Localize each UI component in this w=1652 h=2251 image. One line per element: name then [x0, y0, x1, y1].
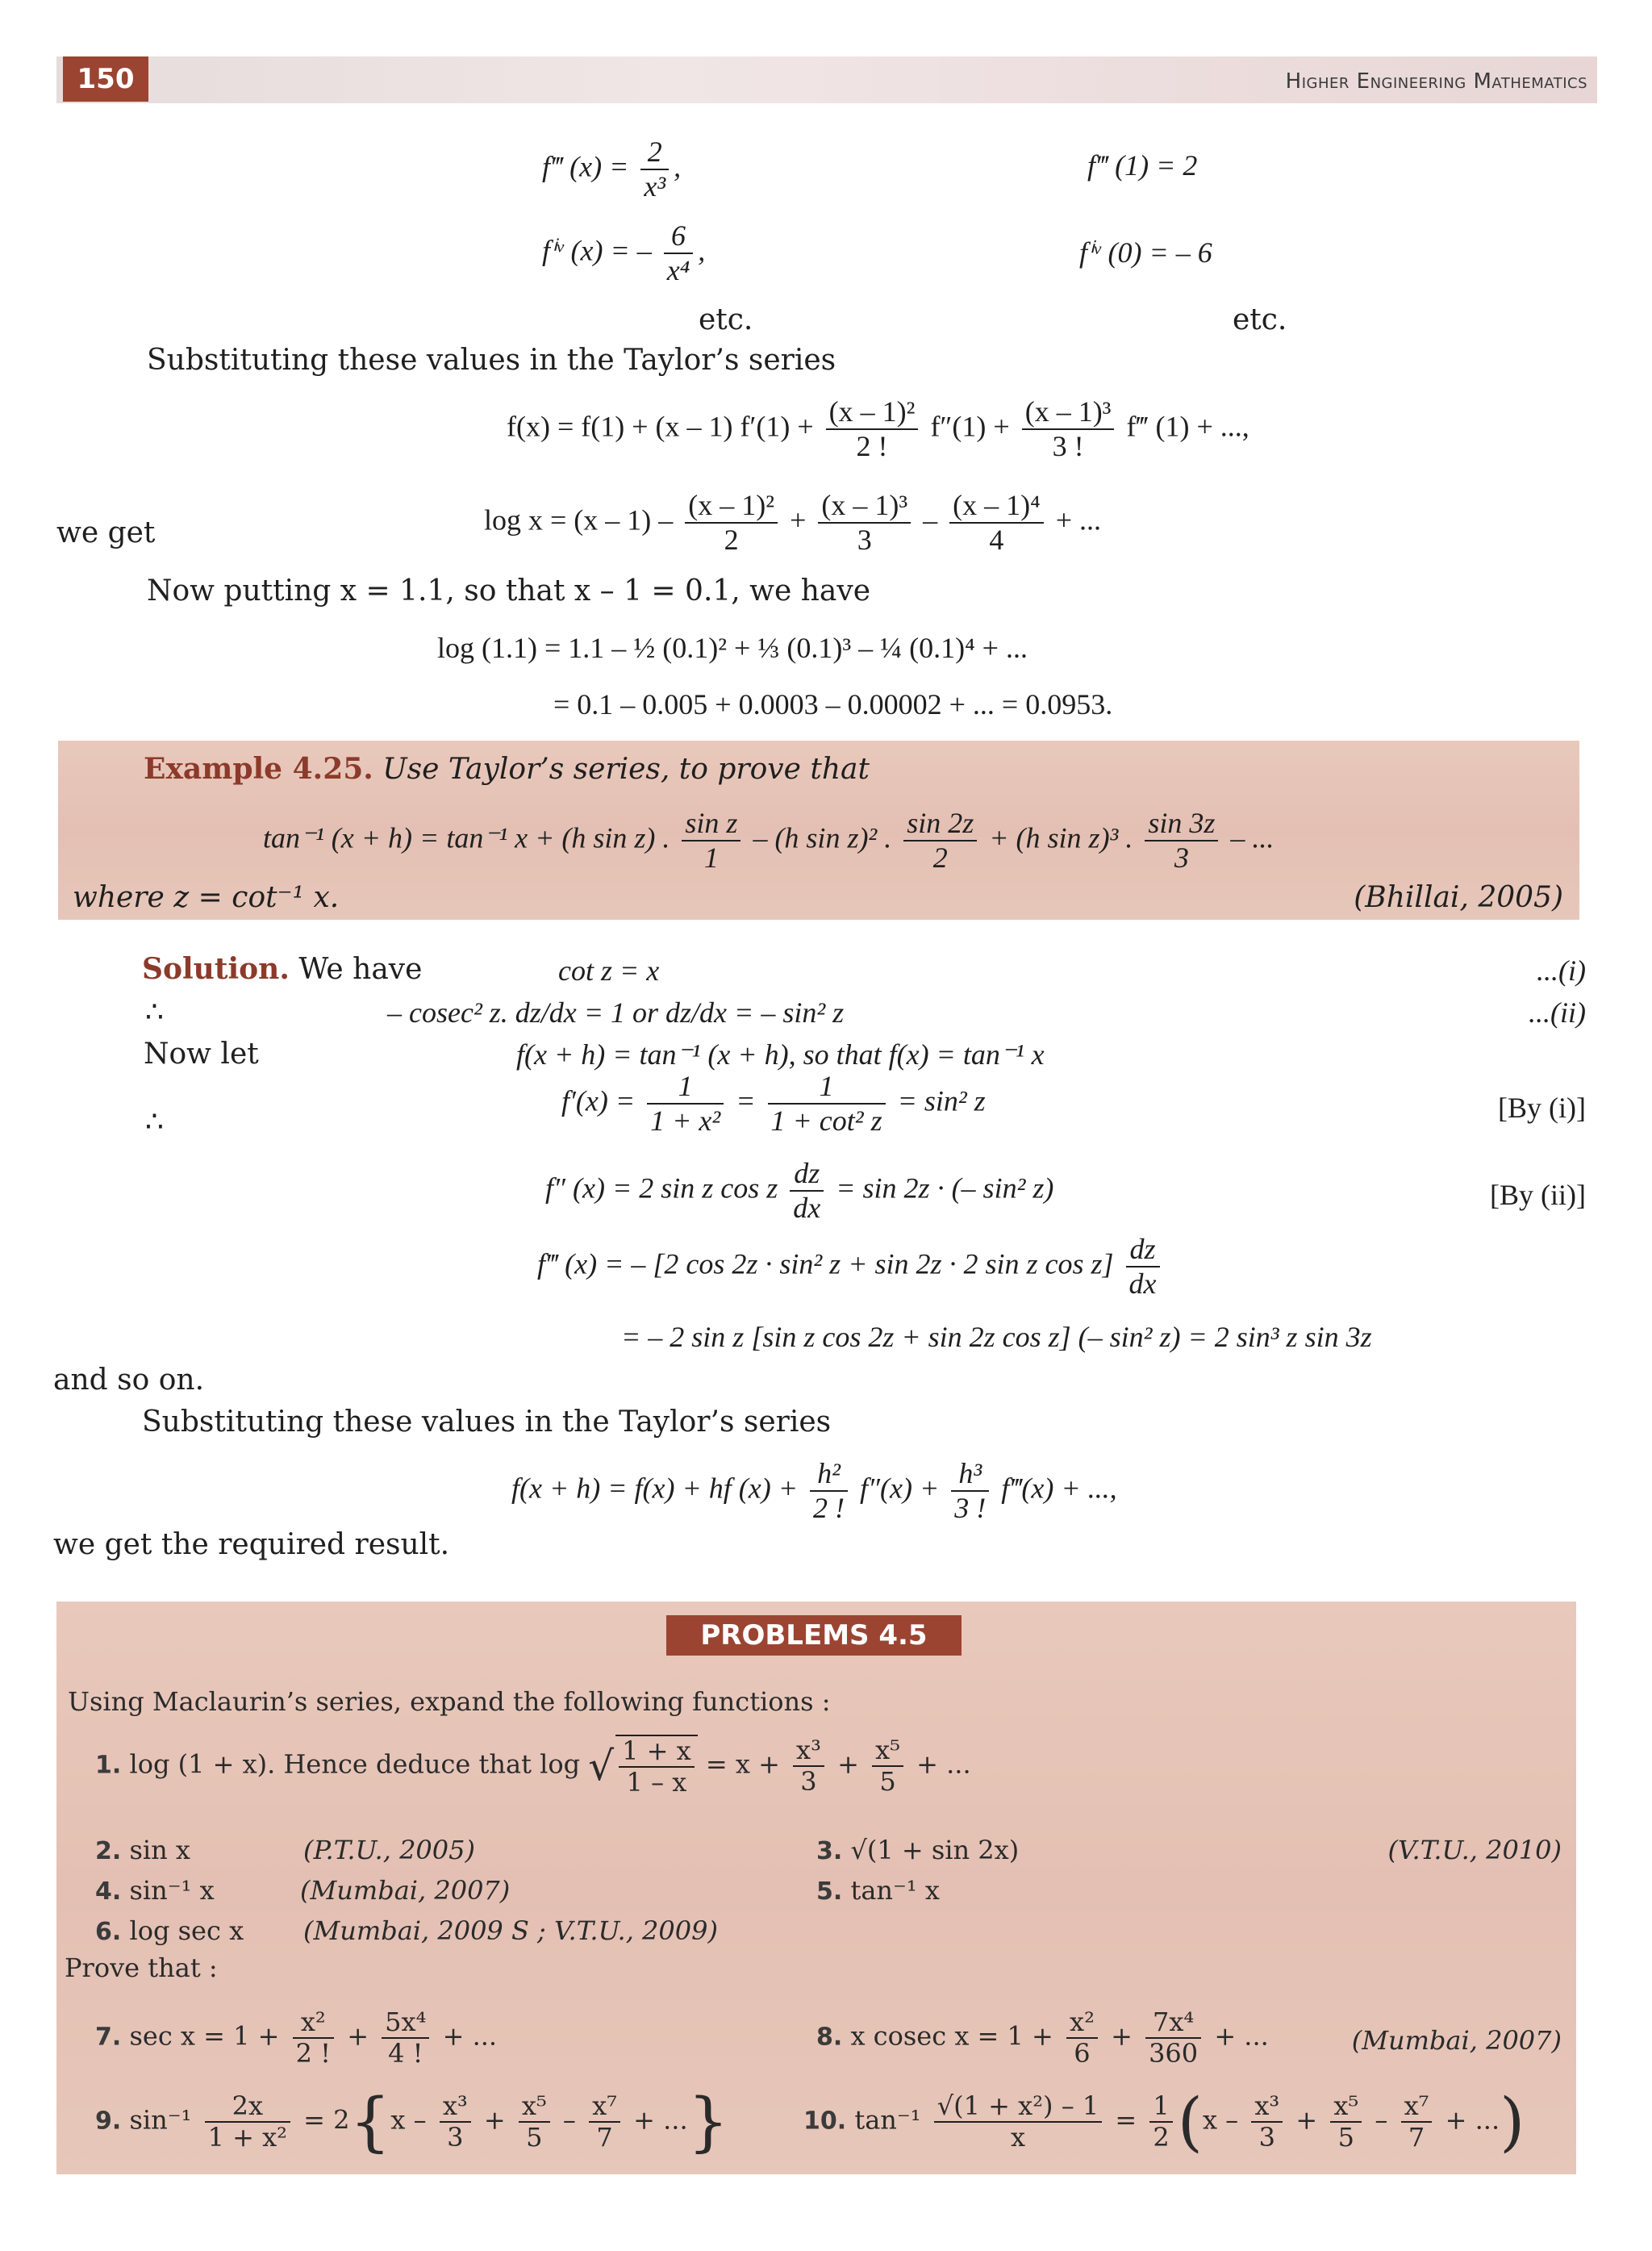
solution-heading: Solution. We have — [142, 952, 423, 986]
problem-7: 7. sec x = 1 + $\frac{\text{x²}}{2 !}$ + $\frac{\text{5x⁴}}{4 !}$ + ... — [95, 2007, 498, 2069]
problem-8: 8. x cosec x = 1 + $\frac{\text{x²}}{6}$ + $\frac{\text{7x⁴}}{360}$ + ... — [816, 2007, 1269, 2069]
f4-equation: fⁱᵛ (x) = – $\frac{6}{\text{x⁴}}$ , — [542, 219, 706, 287]
example-label: Example 4.25. — [144, 752, 373, 786]
example-equation: tan⁻¹ (x + h) = tan⁻¹ x + (h sin z) . $\frac{\text{sin z}}{1}$ – (h sin z)² . $\frac{\sin 2z}{2}$ + (h sin z)³ . $\frac{\sin 3z}{3}$ – ... — [263, 807, 1274, 875]
example-heading — [144, 752, 870, 786]
f3-lhs: f‴ (x) = — [542, 150, 636, 183]
solution-eq3: f(x + h) = tan⁻¹ (x + h), so that f(x) = tan⁻¹ x — [516, 1038, 1045, 1071]
substituting-text-2: Substituting these values in the Taylor’s series — [142, 1405, 832, 1439]
tag-ii: ...(ii) — [1529, 996, 1586, 1029]
taylor-series-h-equation: f(x + h) = f(x) + hf (x) + $\frac{\text{h²}}{2 !}$ f″(x) + $\frac{\text{h³}}{3 !}$ f‴(x) + ..., — [511, 1457, 1117, 1525]
problems-title: PROBLEMS 4.5 — [666, 1615, 962, 1656]
and-so-on: and so on. — [53, 1364, 205, 1397]
problem-5: 5. tan⁻¹ x — [816, 1875, 940, 1906]
example-source: (Bhillai, 2005) — [1354, 881, 1563, 914]
we-get-label: we get — [56, 516, 156, 549]
problem-4: 4. sin⁻¹ x — [95, 1875, 215, 1906]
problem-4-source: (Mumbai, 2007) — [300, 1875, 511, 1906]
problem-8-source: (Mumbai, 2007) — [1351, 2025, 1562, 2056]
problem-3-source: (V.T.U., 2010) — [1387, 1835, 1562, 1865]
solution-eq2: – cosec² z. dz/dx = 1 or dz/dx = – sin² z — [387, 996, 845, 1029]
taylor-series-equation: f(x) = f(1) + (x – 1) f′(1) + $\frac{\text{(x – 1)²}}{2 !}$ f″(1) + $\frac{\text{(x – 1)³}}{3 !}$ f‴ (1) + ..., — [507, 395, 1249, 463]
now-putting-text: Now putting x = 1.1, so that x – 1 = 0.1, we have — [147, 574, 871, 608]
therefore-1: ∴ — [145, 996, 164, 1029]
f-double-prime-equation: f″ (x) = 2 sin z cos z $\frac{dz}{dx}$ = sin 2z · (– sin² z) — [545, 1157, 1054, 1225]
f3-fraction: $\frac{2}{\text{x³}}$ — [640, 136, 669, 204]
f4-fraction: $\frac{6}{\text{x⁴}}$ — [664, 219, 694, 288]
conclusion-text: we get the required result. — [53, 1528, 450, 1561]
f-prime-equation: f′(x) = $\frac{1}{\text{1 + x²}}$ = $\frac{1}{\text{1 + cot² z}}$ = sin² z — [561, 1070, 986, 1138]
problem-1: 1. log (1 + x). Hence deduce that log √ $\frac{1 + x}{1 - x}$ = x + $\frac{\text{x³}}{3}$ + $\frac{\text{x⁵}}{5}$ + ... — [95, 1735, 971, 1798]
by-i: [By (i)] — [1498, 1092, 1586, 1124]
etc-left: etc. — [699, 303, 753, 336]
problem-6-source: (Mumbai, 2009 S ; V.T.U., 2009) — [303, 1915, 718, 1946]
solution-label: Solution. — [142, 952, 290, 986]
solution-eq1: cot z = x — [558, 954, 660, 987]
problem-9: 9. sin⁻¹ $\frac{2x}{\text{1 + x²}}$ = 2{x – $\frac{\text{x³}}{3}$ + $\frac{\text{x⁵}}{5}$ – $\frac{\text{x⁷}}{7}$ + ...} — [95, 2084, 729, 2159]
example-statement: Use Taylor’s series, to prove that — [382, 753, 870, 786]
f4-value: fⁱᵛ (0) = – 6 — [1079, 236, 1212, 269]
log-series-equation: log x = (x – 1) – $\frac{\text{(x – 1)²}}{2}$ + $\frac{\text{(x – 1)³}}{3}$ – $\frac{\text{(x – 1)⁴}}{4}$ + ... — [484, 489, 1101, 557]
f3-equation: f‴ (x) = $\frac{2}{\text{x³}}$ , — [542, 136, 682, 203]
problem-2: 2. sin x — [95, 1835, 190, 1865]
prove-that-label: Prove that : — [65, 1952, 218, 1983]
etc-right: etc. — [1233, 303, 1287, 336]
f-triple-prime-equation: f‴ (x) = – [2 cos 2z · sin² z + sin 2z · 2 sin z cos z] $\frac{dz}{dx}$ — [537, 1233, 1165, 1301]
problems-intro: Using Maclaurin’s series, expand the following functions : — [68, 1686, 831, 1717]
problem-3: 3. √(1 + sin 2x) — [816, 1835, 1020, 1865]
example-where: where z = cot⁻¹ x. — [73, 881, 340, 914]
problem-10: 10. tan⁻¹ $\frac{\text{√(1 + x²) – 1}}{x}$ = $\frac{1}{2}$ (x – $\frac{\text{x³}}{3}$ + $\frac{\text{x⁵}}{5}$ – $\frac{\text{x⁷}}{7}$ + ...) — [803, 2084, 1525, 2159]
f-triple-prime-line-2: = – 2 sin z [sin z cos 2z + sin 2z cos z] (– sin² z) = 2 sin³ z sin 3z — [621, 1321, 1372, 1353]
problem-1-number: 1. — [95, 1751, 122, 1780]
log-calc-line-1: log (1.1) = 1.1 – ½ (0.1)² + ⅓ (0.1)³ – ¼ (0.1)⁴ + ... — [437, 632, 1028, 664]
running-head: Higher Engineering Mathematics — [1285, 69, 1587, 94]
tag-i: ...(i) — [1537, 954, 1586, 987]
therefore-2: ∴ — [145, 1105, 164, 1138]
f3-value: f‴ (1) = 2 — [1087, 149, 1198, 182]
log-calc-line-2: = 0.1 – 0.005 + 0.0003 – 0.00002 + ... = 0.0953. — [553, 688, 1113, 720]
problem-6: 6. log sec x — [95, 1915, 244, 1946]
by-ii: [By (ii)] — [1490, 1179, 1586, 1211]
problem-2-source: (P.T.U., 2005) — [303, 1835, 475, 1865]
f4-lhs: fⁱᵛ (x) = – — [542, 234, 659, 267]
substituting-text-1: Substituting these values in the Taylor’s series — [147, 344, 836, 377]
now-let-label: Now let — [144, 1038, 259, 1071]
page-number: 150 — [63, 56, 148, 102]
